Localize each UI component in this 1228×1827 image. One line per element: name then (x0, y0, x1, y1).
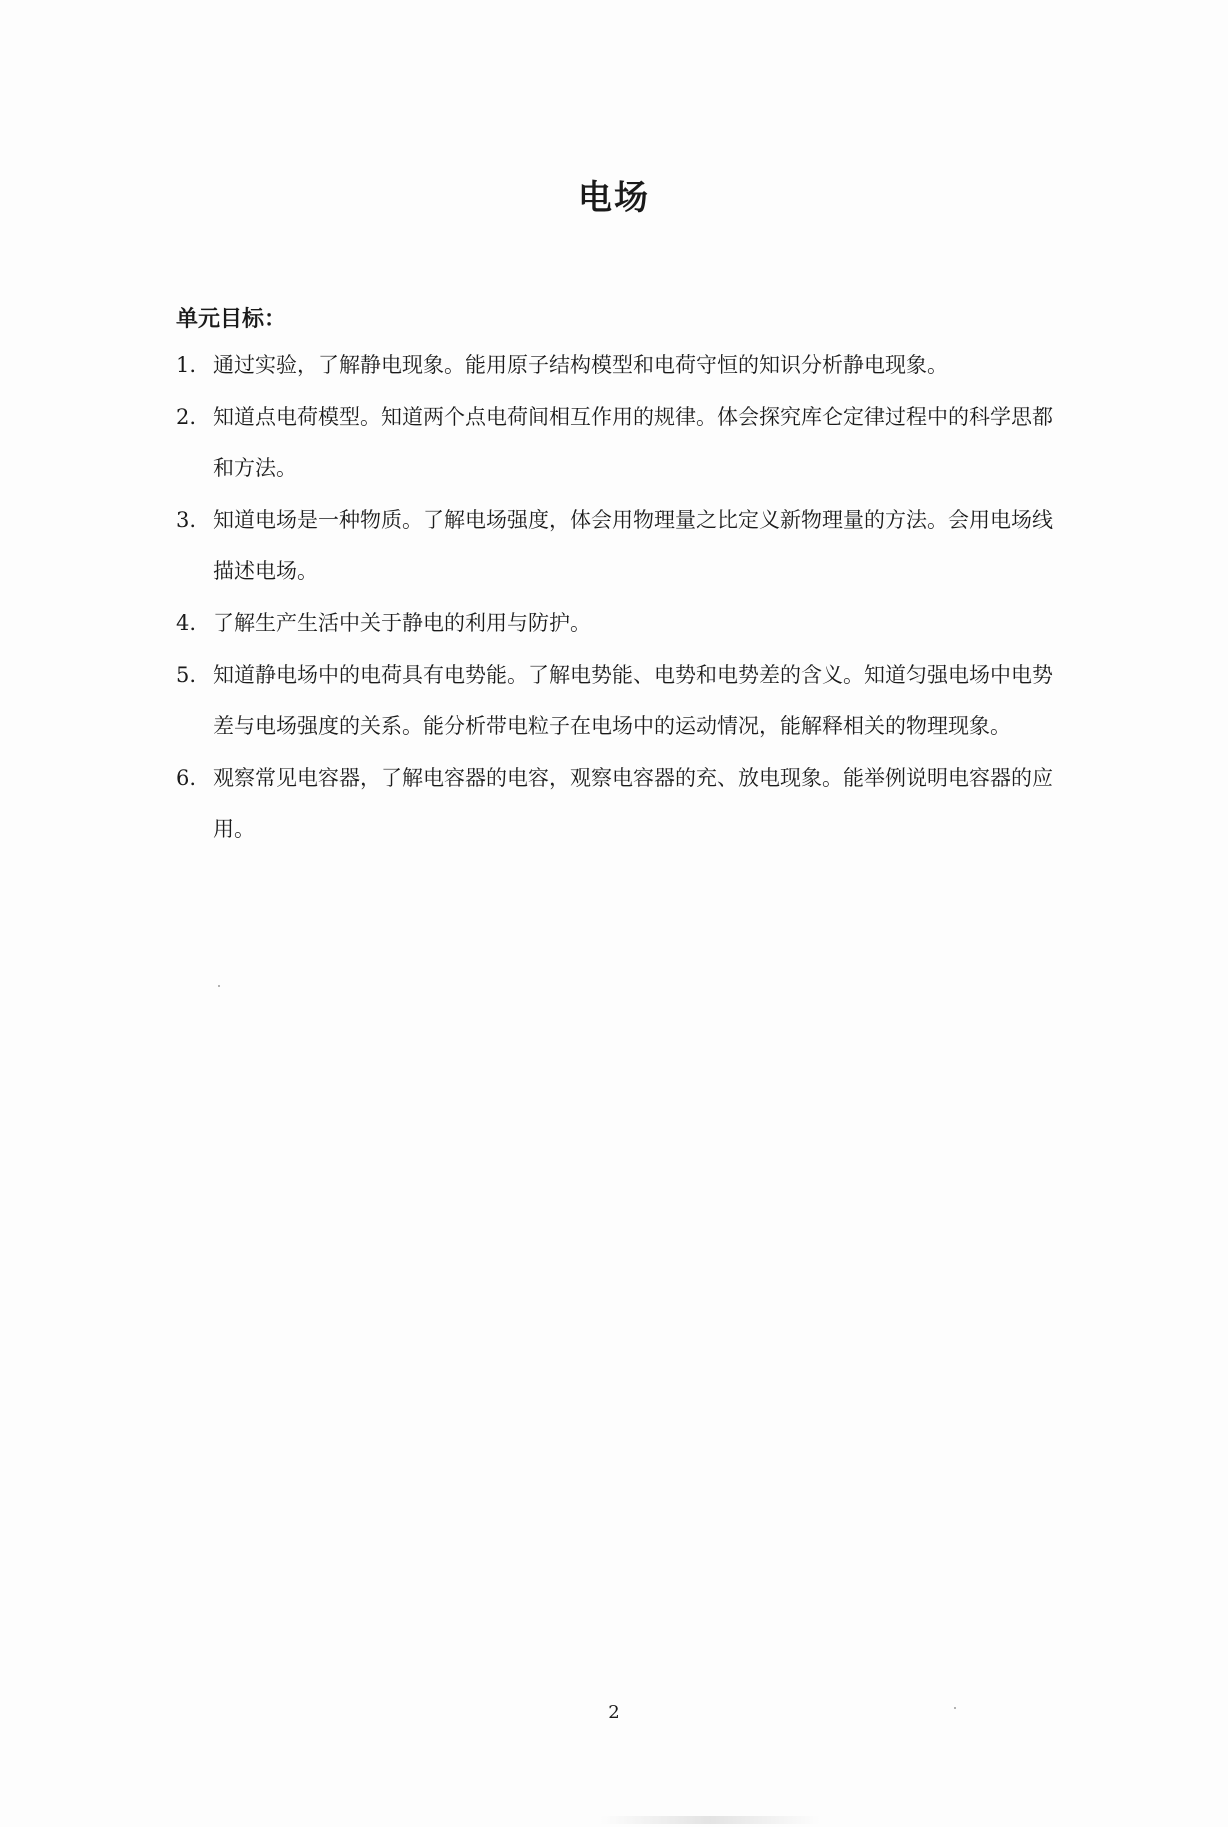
list-item-text: 观察常见电容器，了解电容器的电容，观察电容器的充、放电现象。能举例说明电容器的应用。 (213, 766, 1053, 841)
scan-speck (218, 985, 220, 987)
list-item-number: 1. (176, 353, 197, 377)
list-item-text: 通过实验，了解静电现象。能用原子结构模型和电荷守恒的知识分析静电现象。 (213, 353, 948, 377)
list-item-text: 知道静电场中的电荷具有电势能。了解电势能、电势和电势差的含义。知道匀强电场中电势差与电场强度的关系。能分析带电粒子在电场中的运动情况，能解释相关的物理现象。 (213, 663, 1053, 738)
list-item-text: 知道电场是一种物质。了解电场强度，体会用物理量之比定义新物理量的方法。会用电场线描述电场。 (213, 508, 1053, 583)
page-number: 2 (608, 1702, 620, 1723)
list-item-text: 了解生产生活中关于静电的利用与防护。 (213, 611, 591, 635)
list-item (176, 598, 1056, 649)
list-item (176, 650, 1056, 752)
list-item-number: 2. (176, 405, 197, 429)
list-item-number: 5. (176, 663, 197, 687)
scan-smudge (600, 1816, 820, 1824)
list-item-number: 6. (176, 766, 197, 790)
list-item (176, 340, 1056, 391)
objectives-list (176, 340, 1056, 856)
list-item (176, 495, 1056, 597)
page-title: 电场 (578, 178, 650, 218)
section-heading: 单元目标： (176, 307, 287, 332)
list-item (176, 753, 1056, 855)
list-item-number: 4. (176, 611, 197, 635)
list-item-text: 知道点电荷模型。知道两个点电荷间相互作用的规律。体会探究库仑定律过程中的科学思都和方法。 (213, 405, 1053, 480)
scan-speck (954, 1707, 956, 1709)
list-item-number: 3. (176, 508, 197, 532)
list-item (176, 392, 1056, 494)
